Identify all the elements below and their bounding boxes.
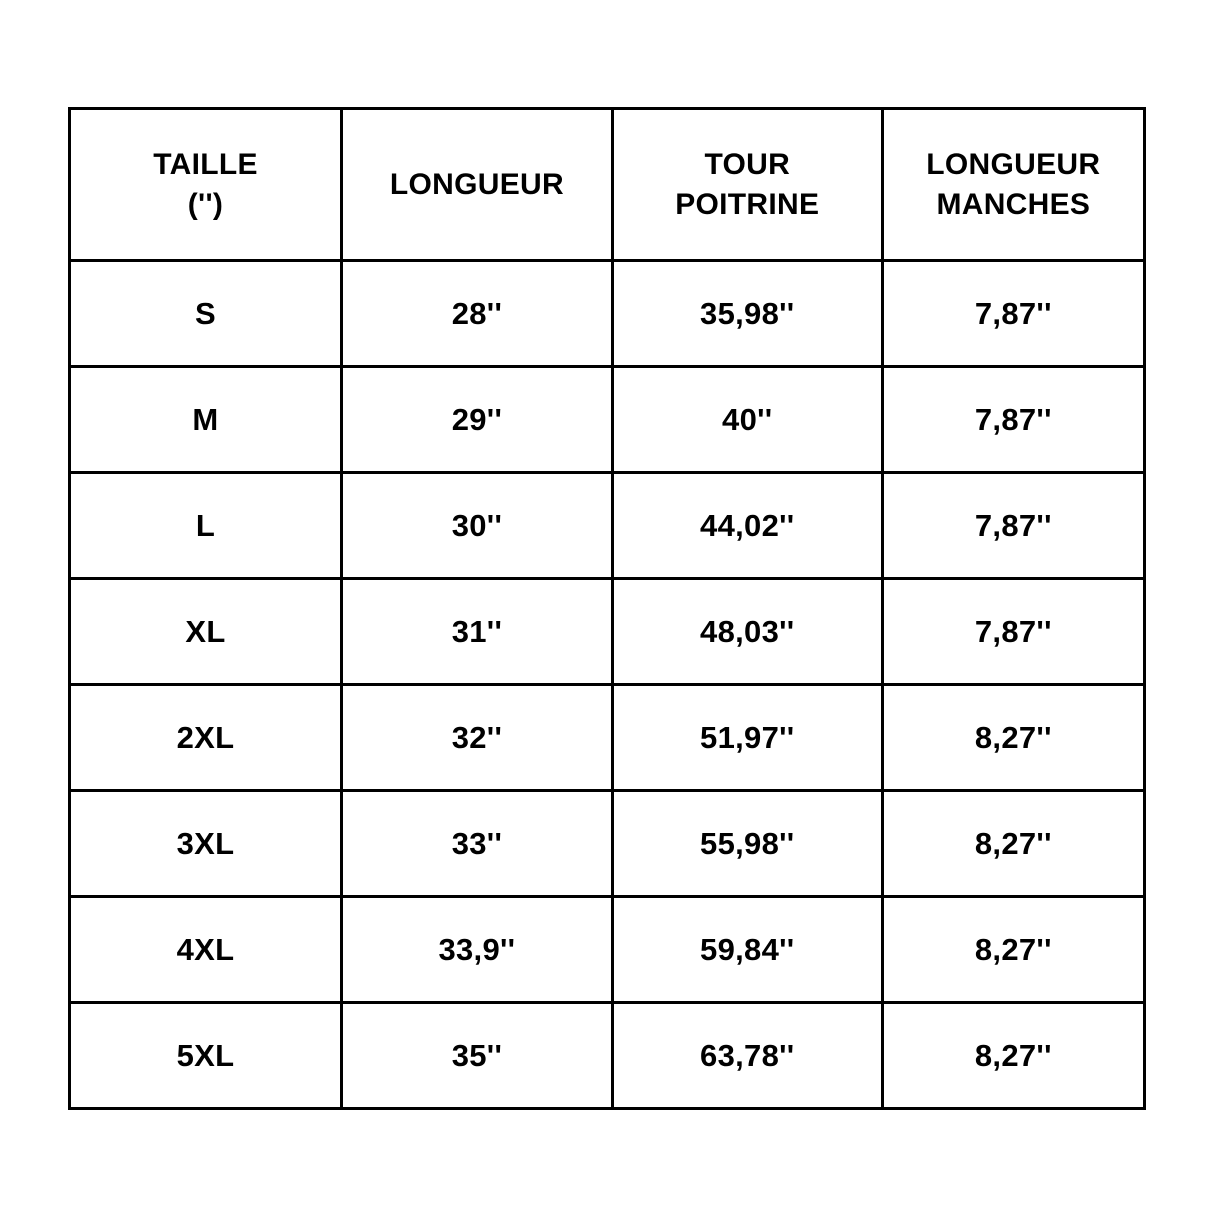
table-row — [70, 261, 1145, 367]
cell-length: 28'' — [341, 261, 612, 367]
column-header-longueur — [341, 109, 612, 261]
table-row — [70, 473, 1145, 579]
column-header-longueur-line1: LONGUEUR — [389, 167, 564, 201]
table-row — [70, 1003, 1145, 1109]
table-header — [70, 109, 1145, 261]
cell-length: 33'' — [341, 791, 612, 897]
cell-length: 32'' — [341, 685, 612, 791]
cell-sleeve: 7,87'' — [882, 261, 1144, 367]
cell-sleeve: 7,87'' — [882, 579, 1144, 685]
cell-chest: 55,98'' — [612, 791, 882, 897]
cell-length: 31'' — [341, 579, 612, 685]
cell-size: 3XL — [70, 791, 342, 897]
column-header-tour-poitrine — [612, 109, 882, 261]
column-header-longueur-manches — [882, 109, 1144, 261]
table-row — [70, 791, 1145, 897]
cell-size: M — [70, 367, 342, 473]
cell-sleeve: 7,87'' — [882, 473, 1144, 579]
column-header-longueur-manches-line1: LONGUEUR — [926, 147, 1101, 181]
size-chart-container — [68, 107, 1146, 1107]
cell-size: 4XL — [70, 897, 342, 1003]
column-header-taille-line2: ('') — [187, 187, 224, 221]
table-row — [70, 579, 1145, 685]
cell-chest: 44,02'' — [612, 473, 882, 579]
table-row — [70, 367, 1145, 473]
table-header-row — [70, 109, 1145, 261]
table-body — [70, 261, 1145, 1109]
cell-sleeve: 8,27'' — [882, 791, 1144, 897]
table-row — [70, 685, 1145, 791]
column-header-taille — [70, 109, 342, 261]
cell-length: 35'' — [341, 1003, 612, 1109]
column-header-taille-line1: TAILLE — [153, 147, 258, 181]
cell-chest: 59,84'' — [612, 897, 882, 1003]
column-header-tour-poitrine-line2: POITRINE — [675, 187, 820, 221]
cell-chest: 63,78'' — [612, 1003, 882, 1109]
cell-length: 30'' — [341, 473, 612, 579]
cell-chest: 40'' — [612, 367, 882, 473]
cell-size: 5XL — [70, 1003, 342, 1109]
cell-size: S — [70, 261, 342, 367]
cell-size: L — [70, 473, 342, 579]
table-row — [70, 897, 1145, 1003]
cell-length: 33,9'' — [341, 897, 612, 1003]
size-chart-table — [68, 107, 1146, 1110]
cell-chest: 35,98'' — [612, 261, 882, 367]
cell-chest: 51,97'' — [612, 685, 882, 791]
cell-sleeve: 8,27'' — [882, 897, 1144, 1003]
cell-size: XL — [70, 579, 342, 685]
column-header-tour-poitrine-line1: TOUR — [704, 147, 791, 181]
column-header-longueur-manches-line2: MANCHES — [936, 187, 1091, 221]
cell-sleeve: 8,27'' — [882, 685, 1144, 791]
cell-sleeve: 7,87'' — [882, 367, 1144, 473]
cell-sleeve: 8,27'' — [882, 1003, 1144, 1109]
cell-chest: 48,03'' — [612, 579, 882, 685]
cell-size: 2XL — [70, 685, 342, 791]
cell-length: 29'' — [341, 367, 612, 473]
